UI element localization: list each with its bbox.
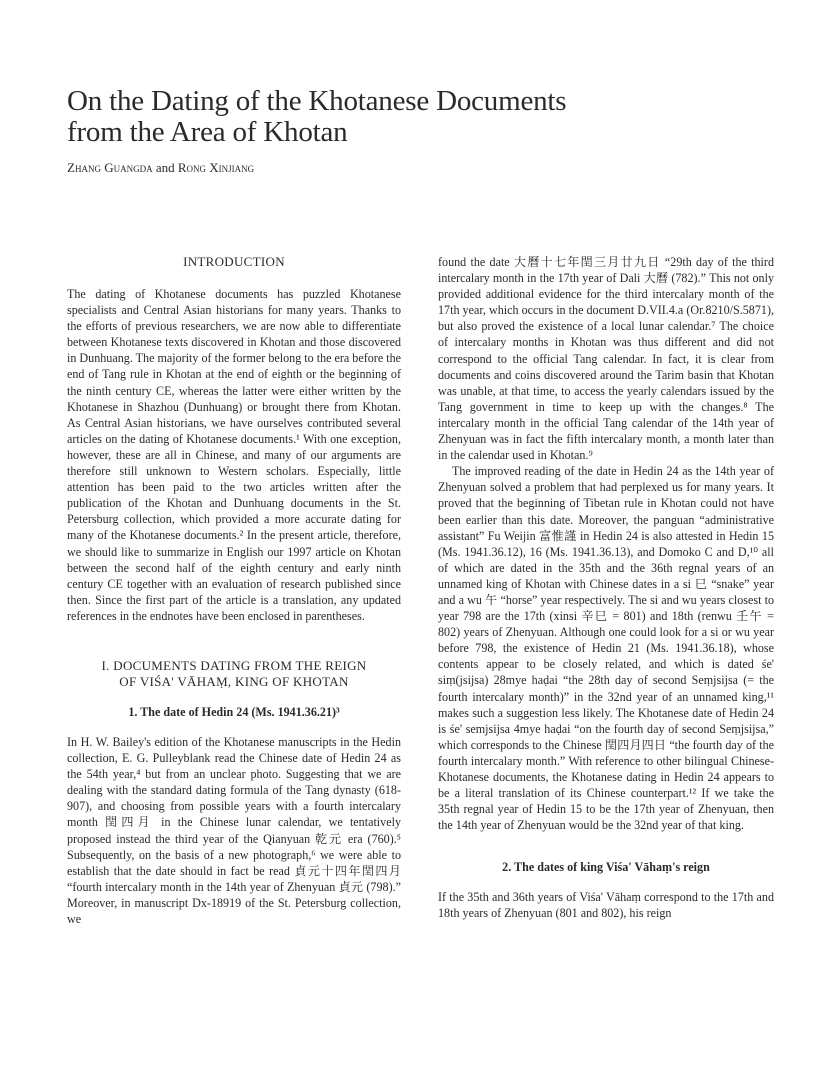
- right-paragraph-2: The improved reading of the date in Hedin 24 as the 14th year of Zhenyuan solved a problem that had perplexed us for many years. It proved that the beginning of Tibetan rule in Khotan could not have been earlier than this date. Moreover, the panguan “administrative assistant” Fu Weijin 富惟謹 in Hedin 24 is also attested in Hedin 15 (Ms. 1941.36.12), 16 (Ms. 1941.36.13), and Domoko C and D,¹⁰ all of which are dated in the 35th and the 36th regnal years of an unnamed king of Khotan with Chinese dates in a si 巳 “snake” year and a wu 午 “horse” year respectively. The si and wu years closest to year 798 are the 17th (xinsi 辛巳 = 801) and 18th (renwu 壬午 = 802) years of Zhenyuan. Although one could look for a si or wu year before 798, the existence of Hedin 21 (Ms. 1941.36.18), whose contents appear to be closely related, and which is dated śe' siṃ(jsijsa) 28mye haḍai “the 28th day of second Seṃjsijsa (= the fourth intercalary month)” in the 32nd year of an unnamed king,¹¹ makes such a suggestion less likely. The Khotanese date of Hedin 24 is śe' semjsijsa 4mye haḍai “on the fourth day of second Seṃjsijsa,” which corresponds to the Chinese 閏四月四日 “the fourth day of the fourth intercalary month.” With reference to other bilingual Chinese-Khotanese documents, the Khotanese dating in Hedin 24 appears to be a literal translation of its Chinese counterpart.¹² If we take the 35th regnal year of Hedin 15 to be the 17th year of Zhenyuan, then the 14th year of Zhenyuan would be the 32nd year of that king.: [438, 464, 774, 833]
- title-line-2: from the Area of Khotan: [67, 116, 348, 148]
- author-conjunction: and: [155, 160, 175, 175]
- subsection-1-paragraph: In H. W. Bailey's edition of the Khotanese manuscripts in the Hedin collection, E. G. Pulleyblank read the Chinese date of Hedin 24 as the 54th year,⁴ but from an unclear photo. Suggesting that we are dealing with the standard dating formula of the Tang dynasty (618-907), and choosing from possible years with a fourth intercalary month 閏四月 in the Chinese lunar calendar, we tentatively proposed instead the third year of the Qianyuan 乾元 era (760).⁵ Subsequently, on the basis of a new photograph,⁶ we were able to establish that the date should in fact be read 貞元十四年閏四月 “fourth intercalary month in the 14th year of Zhenyuan 貞元 (798).” Moreover, in manuscript Dx-18919 of the St. Petersburg collection, we: [67, 734, 401, 926]
- author-2: Rong Xinjiang: [177, 160, 255, 175]
- subsection-2-heading: 2. The dates of king Viśa' Vāhaṃ's reign: [502, 860, 710, 875]
- author-1: Zhang Guangda: [67, 160, 153, 175]
- subsection-2-paragraph: If the 35th and 36th years of Viśa' Vāhaṃ correspond to the 17th and 18th years of Zhenyuan (801 and 802), his reign: [438, 890, 774, 921]
- article-authors: [67, 160, 254, 176]
- section-1-heading-line-1: I. DOCUMENTS DATING FROM THE REIGN: [101, 657, 367, 673]
- subsection-1-heading: 1. The date of Hedin 24 (Ms. 1941.36.21)³: [128, 704, 340, 719]
- left-column: [67, 254, 401, 927]
- right-paragraph-1: found the date 大曆十七年閏三月廿九日 “29th day of the third intercalary month in the 17th year of Dali 大曆 (782).” This not only provided additional evidence for the third intercalary month of the 17th year, which occurs in the document D.VII.4.a (Or.8210/S.5871), but also proved the existence of a local lunar calendar.⁷ The choice of intercalary months in Khotan was thus different and did not correspond to the official Tang calendar. In fact, it is clear from documents and coins discovered around the Tarim basin that Khotan was unable, at that time, to access the yearly calendars issued by the Tang government in time to keep up with the changes.⁸ The intercalary month in the official Tang calendar of the 14th year of Zhenyuan was in fact the fifth intercalary month, a month later than in the calendar used in Khotan.⁹: [438, 255, 774, 463]
- section-1-heading: [67, 658, 401, 690]
- intro-paragraph: The dating of Khotanese documents has puzzled Khotanese specialists and Central Asian historians for many years. Thanks to the efforts of previous researchers, we are now able to differentiate between Khotanese texts discovered in Khotan and those discovered in Dunhuang. The majority of the former belong to the era before the end of Tang rule in Khotan at the end of eighth or the beginning of the ninth century CE, whereas the latter were either written by the Khotanese in Shazhou (Dunhuang) or brought there from Khotan. As Central Asian historians, we have ourselves contributed several articles on the dating of Khotanese documents.¹ With one exception, however, these are all in Chinese, and many of our arguments are therefore still unknown to Western scholars. Especially, little attention has been paid to the two articles written after the publication of the Khotan and Dunhuang documents in the St. Petersburg collection, which provided a more accurate dating for many of the Khotanese documents.² In the present article, therefore, we should like to summarize in English our 1997 article on Khotan between the second half of the eighth century and early ninth century CE together with an evaluation of research published since then. Since the first part of the article is a translation, any updated references in the endnotes have been enclosed in parentheses.: [67, 287, 401, 623]
- intro-heading: INTRODUCTION: [183, 254, 285, 269]
- title-line-1: On the Dating of the Khotanese Documents: [67, 85, 567, 117]
- right-column: [438, 254, 774, 922]
- article-title: [67, 86, 627, 148]
- section-1-heading-line-2: OF VIŚA' VĀHAṂ, KING OF KHOTAN: [119, 673, 349, 689]
